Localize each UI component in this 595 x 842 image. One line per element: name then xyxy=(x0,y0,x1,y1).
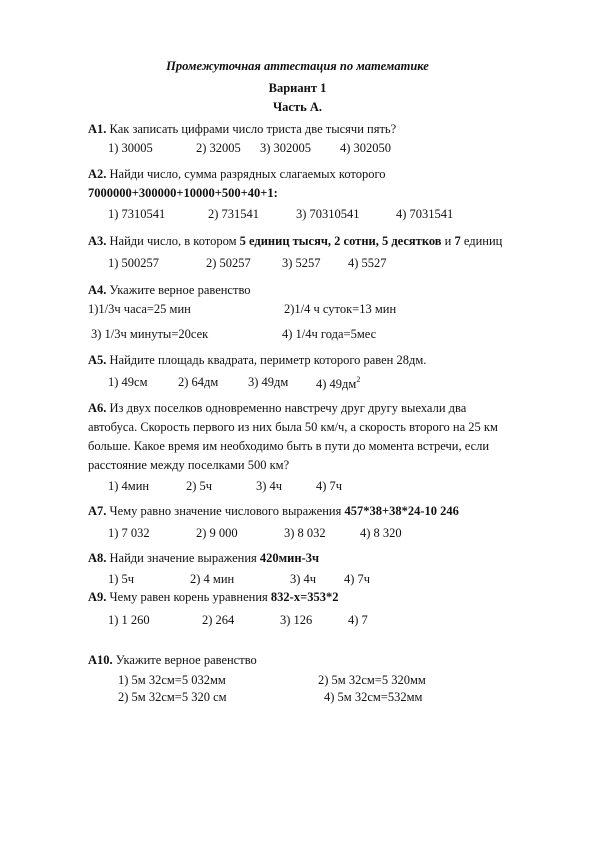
superscript: 2 xyxy=(356,375,361,384)
answer-option: 1) 4мин xyxy=(108,479,150,493)
answer-option: 3) 4ч xyxy=(290,572,317,586)
answer-option: 1) 7 032 xyxy=(108,526,150,540)
answer-option: 1) 500257 xyxy=(108,256,160,270)
answer-option xyxy=(316,376,360,391)
answer-option: 3) 302005 xyxy=(260,141,312,155)
question-text: расстояние между поселками 500 км? xyxy=(88,458,290,472)
answer-option: 3) 1/3ч минуты=20сек xyxy=(91,327,209,341)
answer-option: 2) 5м 32см=5 320 см xyxy=(118,690,227,704)
numeric-expression: 420мин-3ч xyxy=(259,551,320,565)
answer-option: 4) 1/4ч года=5мес xyxy=(282,327,377,341)
question-emphasis: 5 единиц тысяч, 2 сотни, 5 десятков xyxy=(239,234,442,248)
question-a8 xyxy=(88,552,319,565)
question-text: Найди число, в котором xyxy=(109,234,240,248)
question-a10 xyxy=(88,654,257,667)
question-number: А3. xyxy=(88,234,107,248)
question-number: А6. xyxy=(88,401,107,415)
question-number: А10. xyxy=(88,653,113,667)
answer-option: 4) 5527 xyxy=(348,256,387,270)
question-text: Из двух поселков одновременно навстречу друг другу выехали два xyxy=(109,401,467,415)
answer-option: 4) 7ч xyxy=(316,479,343,493)
answer-option: 4) 7 xyxy=(348,613,368,627)
answer-option: 4) 8 320 xyxy=(360,526,402,540)
answer-option: 4) 7031541 xyxy=(396,207,454,221)
question-text: Найди значение выражения xyxy=(109,551,260,565)
answer-option: 2) 32005 xyxy=(196,141,241,155)
question-emphasis: 7 xyxy=(454,234,461,248)
sum-expression: 7000000+300000+10000+500+40+1: xyxy=(88,186,278,200)
answer-option: 3) 70310541 xyxy=(296,207,360,221)
question-text: Укажите верное равенство xyxy=(115,653,257,667)
question-text: Найди число, сумма разрядных слагаемых которого xyxy=(109,167,386,181)
question-number: А9. xyxy=(88,590,107,604)
numeric-expression: 457*38+38*24-10 246 xyxy=(344,504,459,518)
question-text: Найдите площадь квадрата, периметр которого равен 28дм. xyxy=(109,353,427,367)
answer-option: 3) 49дм xyxy=(248,375,289,389)
answer-option: 1) 7310541 xyxy=(108,207,166,221)
answer-option: 2) 731541 xyxy=(208,207,260,221)
answer-option: 4) 7ч xyxy=(344,572,371,586)
answer-option: 4) 302050 xyxy=(340,141,392,155)
question-a6 xyxy=(88,402,466,415)
answer-option: 2) 9 000 xyxy=(196,526,238,540)
answer-option: 3) 126 xyxy=(280,613,313,627)
answer-option: 3) 8 032 xyxy=(284,526,326,540)
answer-option: 1) 1 260 xyxy=(108,613,150,627)
answer-option: 2) 64дм xyxy=(178,375,219,389)
answer-option: 2) 4 мин xyxy=(190,572,235,586)
answer-option: 1) 5ч xyxy=(108,572,135,586)
equation: 832-х=353*2 xyxy=(270,590,339,604)
question-a2 xyxy=(88,168,386,181)
question-text: больше. Какое время им необходимо быть в пути до момента встречи, если xyxy=(88,439,490,453)
question-text: Как записать цифрами число триста две тысячи пять? xyxy=(109,122,397,136)
question-number: А7. xyxy=(88,504,107,518)
question-a4 xyxy=(88,284,251,297)
question-text: и xyxy=(441,234,455,248)
question-a7 xyxy=(88,505,459,518)
variant-label: Вариант 1 xyxy=(268,81,327,95)
answer-option: 3) 4ч xyxy=(256,479,283,493)
question-number: А1. xyxy=(88,122,107,136)
answer-option: 2) 50257 xyxy=(206,256,251,270)
answer-option: 3) 5257 xyxy=(282,256,321,270)
answer-option: 4) 5м 32см=532мм xyxy=(324,690,423,704)
answer-option: 1) 30005 xyxy=(108,141,153,155)
question-a9 xyxy=(88,591,338,604)
question-text: единиц xyxy=(460,234,503,248)
question-a1 xyxy=(88,123,396,136)
question-number: А5. xyxy=(88,353,107,367)
question-text: автобуса. Скорость первого из них была 50 км/ч, а скорость второго на 25 км xyxy=(88,420,498,434)
question-number: А8. xyxy=(88,551,107,565)
question-text: Укажите верное равенство xyxy=(109,283,251,297)
question-a3 xyxy=(88,235,502,248)
question-text: Чему равен корень уравнения xyxy=(109,590,271,604)
answer-option: 2) 264 xyxy=(202,613,235,627)
answer-option: 2) 5м 32см=5 320мм xyxy=(318,673,426,687)
answer-option: 2)1/4 ч суток=13 мин xyxy=(284,302,397,316)
answer-option-text: 4) 49дм xyxy=(316,377,357,391)
question-number: А4. xyxy=(88,283,107,297)
document-title: Промежуточная аттестация по математике xyxy=(166,59,429,73)
question-text: Чему равно значение числового выражения xyxy=(109,504,345,518)
question-a5 xyxy=(88,354,426,367)
answer-option: 1)1/3ч часа=25 мин xyxy=(88,302,191,316)
answer-option: 2) 5ч xyxy=(186,479,213,493)
part-label: Часть А. xyxy=(273,100,322,114)
question-number: А2. xyxy=(88,167,107,181)
answer-option: 1) 5м 32см=5 032мм xyxy=(118,673,226,687)
answer-option: 1) 49см xyxy=(108,375,148,389)
